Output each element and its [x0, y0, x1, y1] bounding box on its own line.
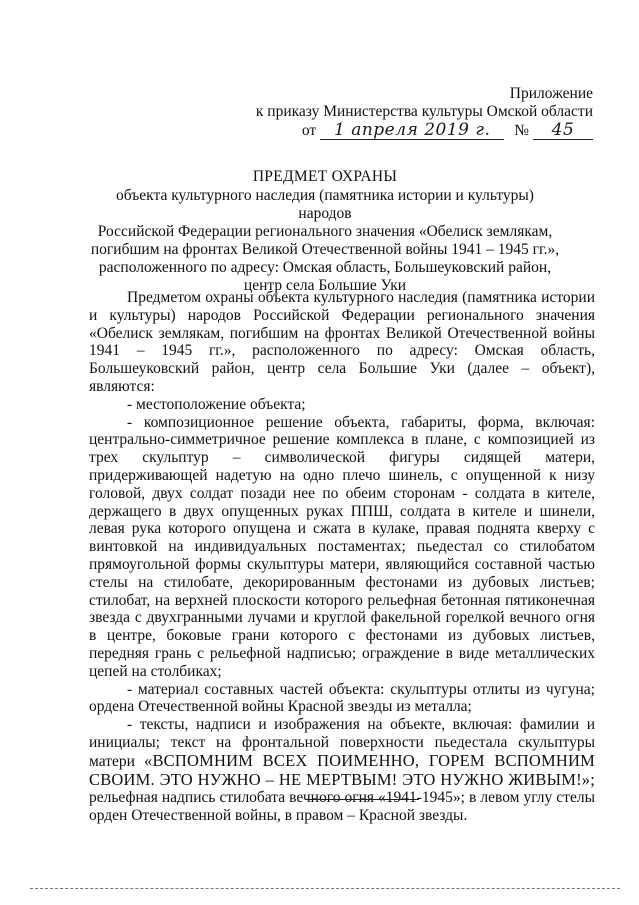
- item-materials: - материал составных частей объекта: скульптуры отлиты из чугуна; ордена Отечественной войны Красной звезды из металла;: [89, 680, 595, 716]
- item-inscriptions: [89, 716, 595, 825]
- title-line: центр села Большие Уки: [243, 277, 407, 294]
- inscriptions-end: рельефная надпись стилобата вечного огня «1941-1945»; в левом углу стелы орден Отечественной войны, в правом – Красной звезды.: [89, 789, 595, 825]
- order-reference: к приказу Министерства культуры Омской области: [255, 103, 593, 120]
- item-location: - местоположение объекта;: [127, 395, 306, 413]
- appendix-label: Приложение: [509, 85, 593, 102]
- number-label: №: [514, 122, 529, 139]
- item-composition: - композиционное решение объекта, габариты, форма, включая: центрально-симметричное решение комплекса в плане, с композицией из трех скульптур – символической фигуры сидящей матери, придерживающей надетую на одно плечо шинель, с опущенной к низу головой, двух солдат позади нее по обеим сторонам - солдата в кителе, держащего в двух опущенных руках ППШ, солдата в кителе и шинели, левая рука которого опущена и сжата в кулаке, правая поднята кверху с винтовкой на индивидуальных постаментах; пьедестал со стилобатом прямоугольной формы скульптуры матери, являющийся составной частью стелы на стилобате, декорированным фестонами из дубовых листьев; стилобат, на верхней плоскости которого рельефная бетонная пятиконечная звезда с двухгранными лучами и круглой факельной горелкой вечного огня в центре, боковые грани которого с фестонами из дубовых листьев, передняя грань с рельефной надписью; ограждение в виде металлических цепей на столбиках;: [89, 413, 595, 680]
- monument-inscription: «ВСПОМНИМ ВСЕХ ПОИМЕННО, ГОРЕМ ВСПОМНИМ СВОИМ. ЭТО НУЖНО – НЕ МЕРТВЫМ! ЭТО НУЖНО ЖИВЫМ!»;: [89, 750, 595, 789]
- order-date-number-line: [302, 121, 593, 140]
- from-label: от: [301, 122, 317, 139]
- document-body: [89, 289, 595, 825]
- document-heading: ПРЕДМЕТ ОХРАНЫ: [252, 168, 398, 185]
- closing-rule: [305, 799, 419, 800]
- intro-paragraph: Предметом охраны объекта культурного наследия (памятника истории и культуры) народов Российской Федерации регионального значения «Обелиск землякам, погибшим на фронтах Великой Отечественной войны 1941 – 1945 гг.», расположенного по адресу: Омская область, Большеуковский район, центр села Большие Уки (далее – объект), являются:: [89, 289, 595, 395]
- title-line: погибшим на фронтах Великой Отечественной войны 1941 – 1945 гг.»,: [90, 241, 560, 258]
- title-line: объекта культурного наследия (памятника истории и культуры) народов: [116, 187, 534, 222]
- title-line: расположенного по адресу: Омская область, Большеуковский район,: [98, 259, 552, 276]
- title-line: Российской Федерации регионального значения «Обелиск землякам,: [97, 223, 553, 240]
- handwritten-date: 1 апреля 2019 г.: [320, 121, 504, 140]
- handwritten-number: 45: [533, 121, 593, 140]
- page-edge-line: [30, 888, 620, 889]
- title-block: [90, 168, 560, 295]
- inscriptions-intro: - тексты, надписи и изображения на объекте, включая: фамилии и инициалы; текст на фронтальной поверхности пьедестала скульптуры матери: [89, 716, 595, 770]
